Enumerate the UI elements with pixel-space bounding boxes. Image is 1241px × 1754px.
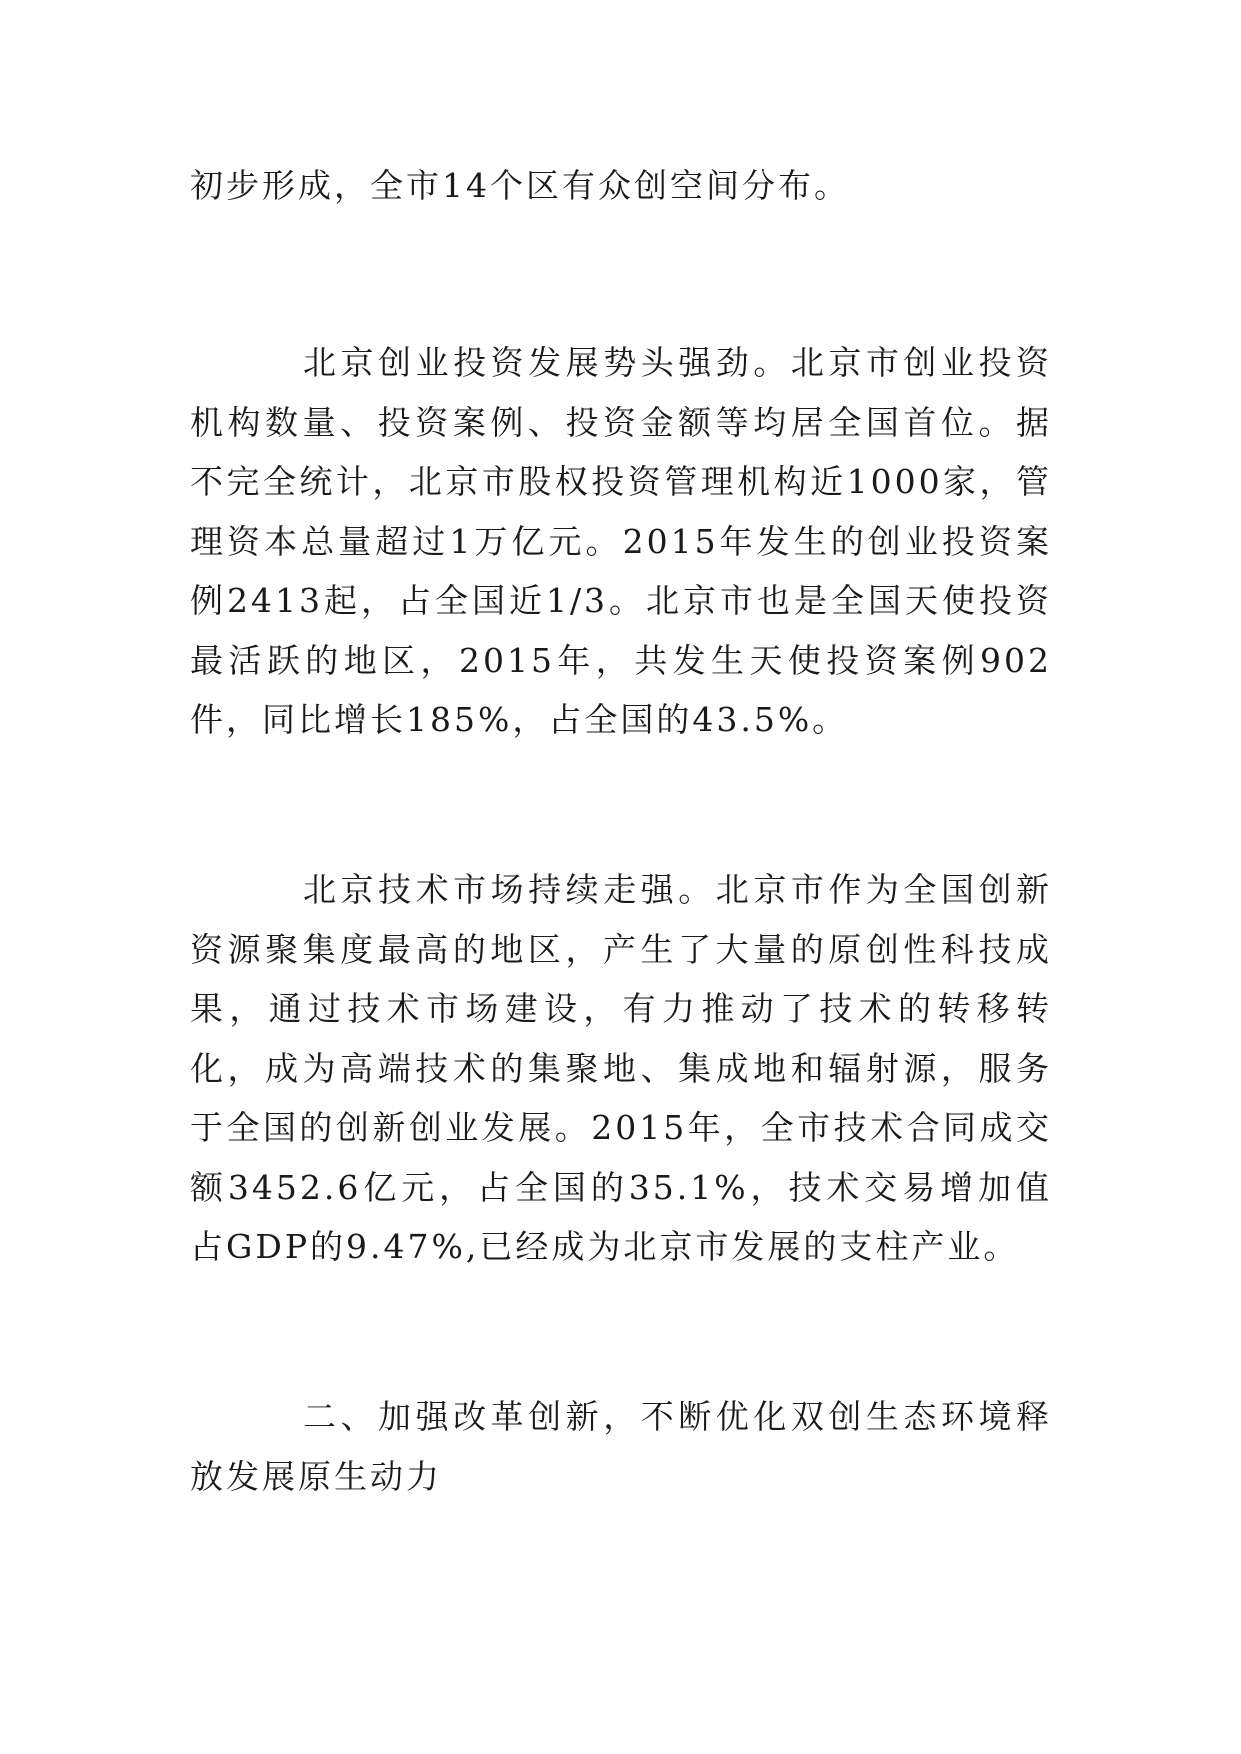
paragraph-venture-investment: 北京创业投资发展势头强劲。北京市创业投资机构数量、投资案例、投资金额等均居全国首位。据不完全统计，北京市股权投资管理机构近1000家，管理资本总量超过1万亿元。2015年发生的创业投资案例2413起，占全国近1/3。北京市也是全国天使投资最活跃的地区，2015年，共发生天使投资案例902件，同比增长185%，占全国的43.5%。: [190, 343, 1052, 739]
paragraph-technology-market: 北京技术市场持续走强。北京市作为全国创新资源聚集度最高的地区，产生了大量的原创性科技成果，通过技术市场建设，有力推动了技术的转移转化，成为高端技术的集聚地、集成地和辐射源，服务于全国的创新创业发展。2015年，全市技术合同成交额3452.6亿元，占全国的35.1%，技术交易增加值占GDP的9.47%,已经成为北京市发展的支柱产业。: [190, 870, 1052, 1266]
section-heading: 二、加强改革创新，不断优化双创生态环境释放发展原生动力: [190, 1397, 1052, 1496]
paragraph-continuation: 初步形成，全市14个区有众创空间分布。: [190, 166, 850, 205]
